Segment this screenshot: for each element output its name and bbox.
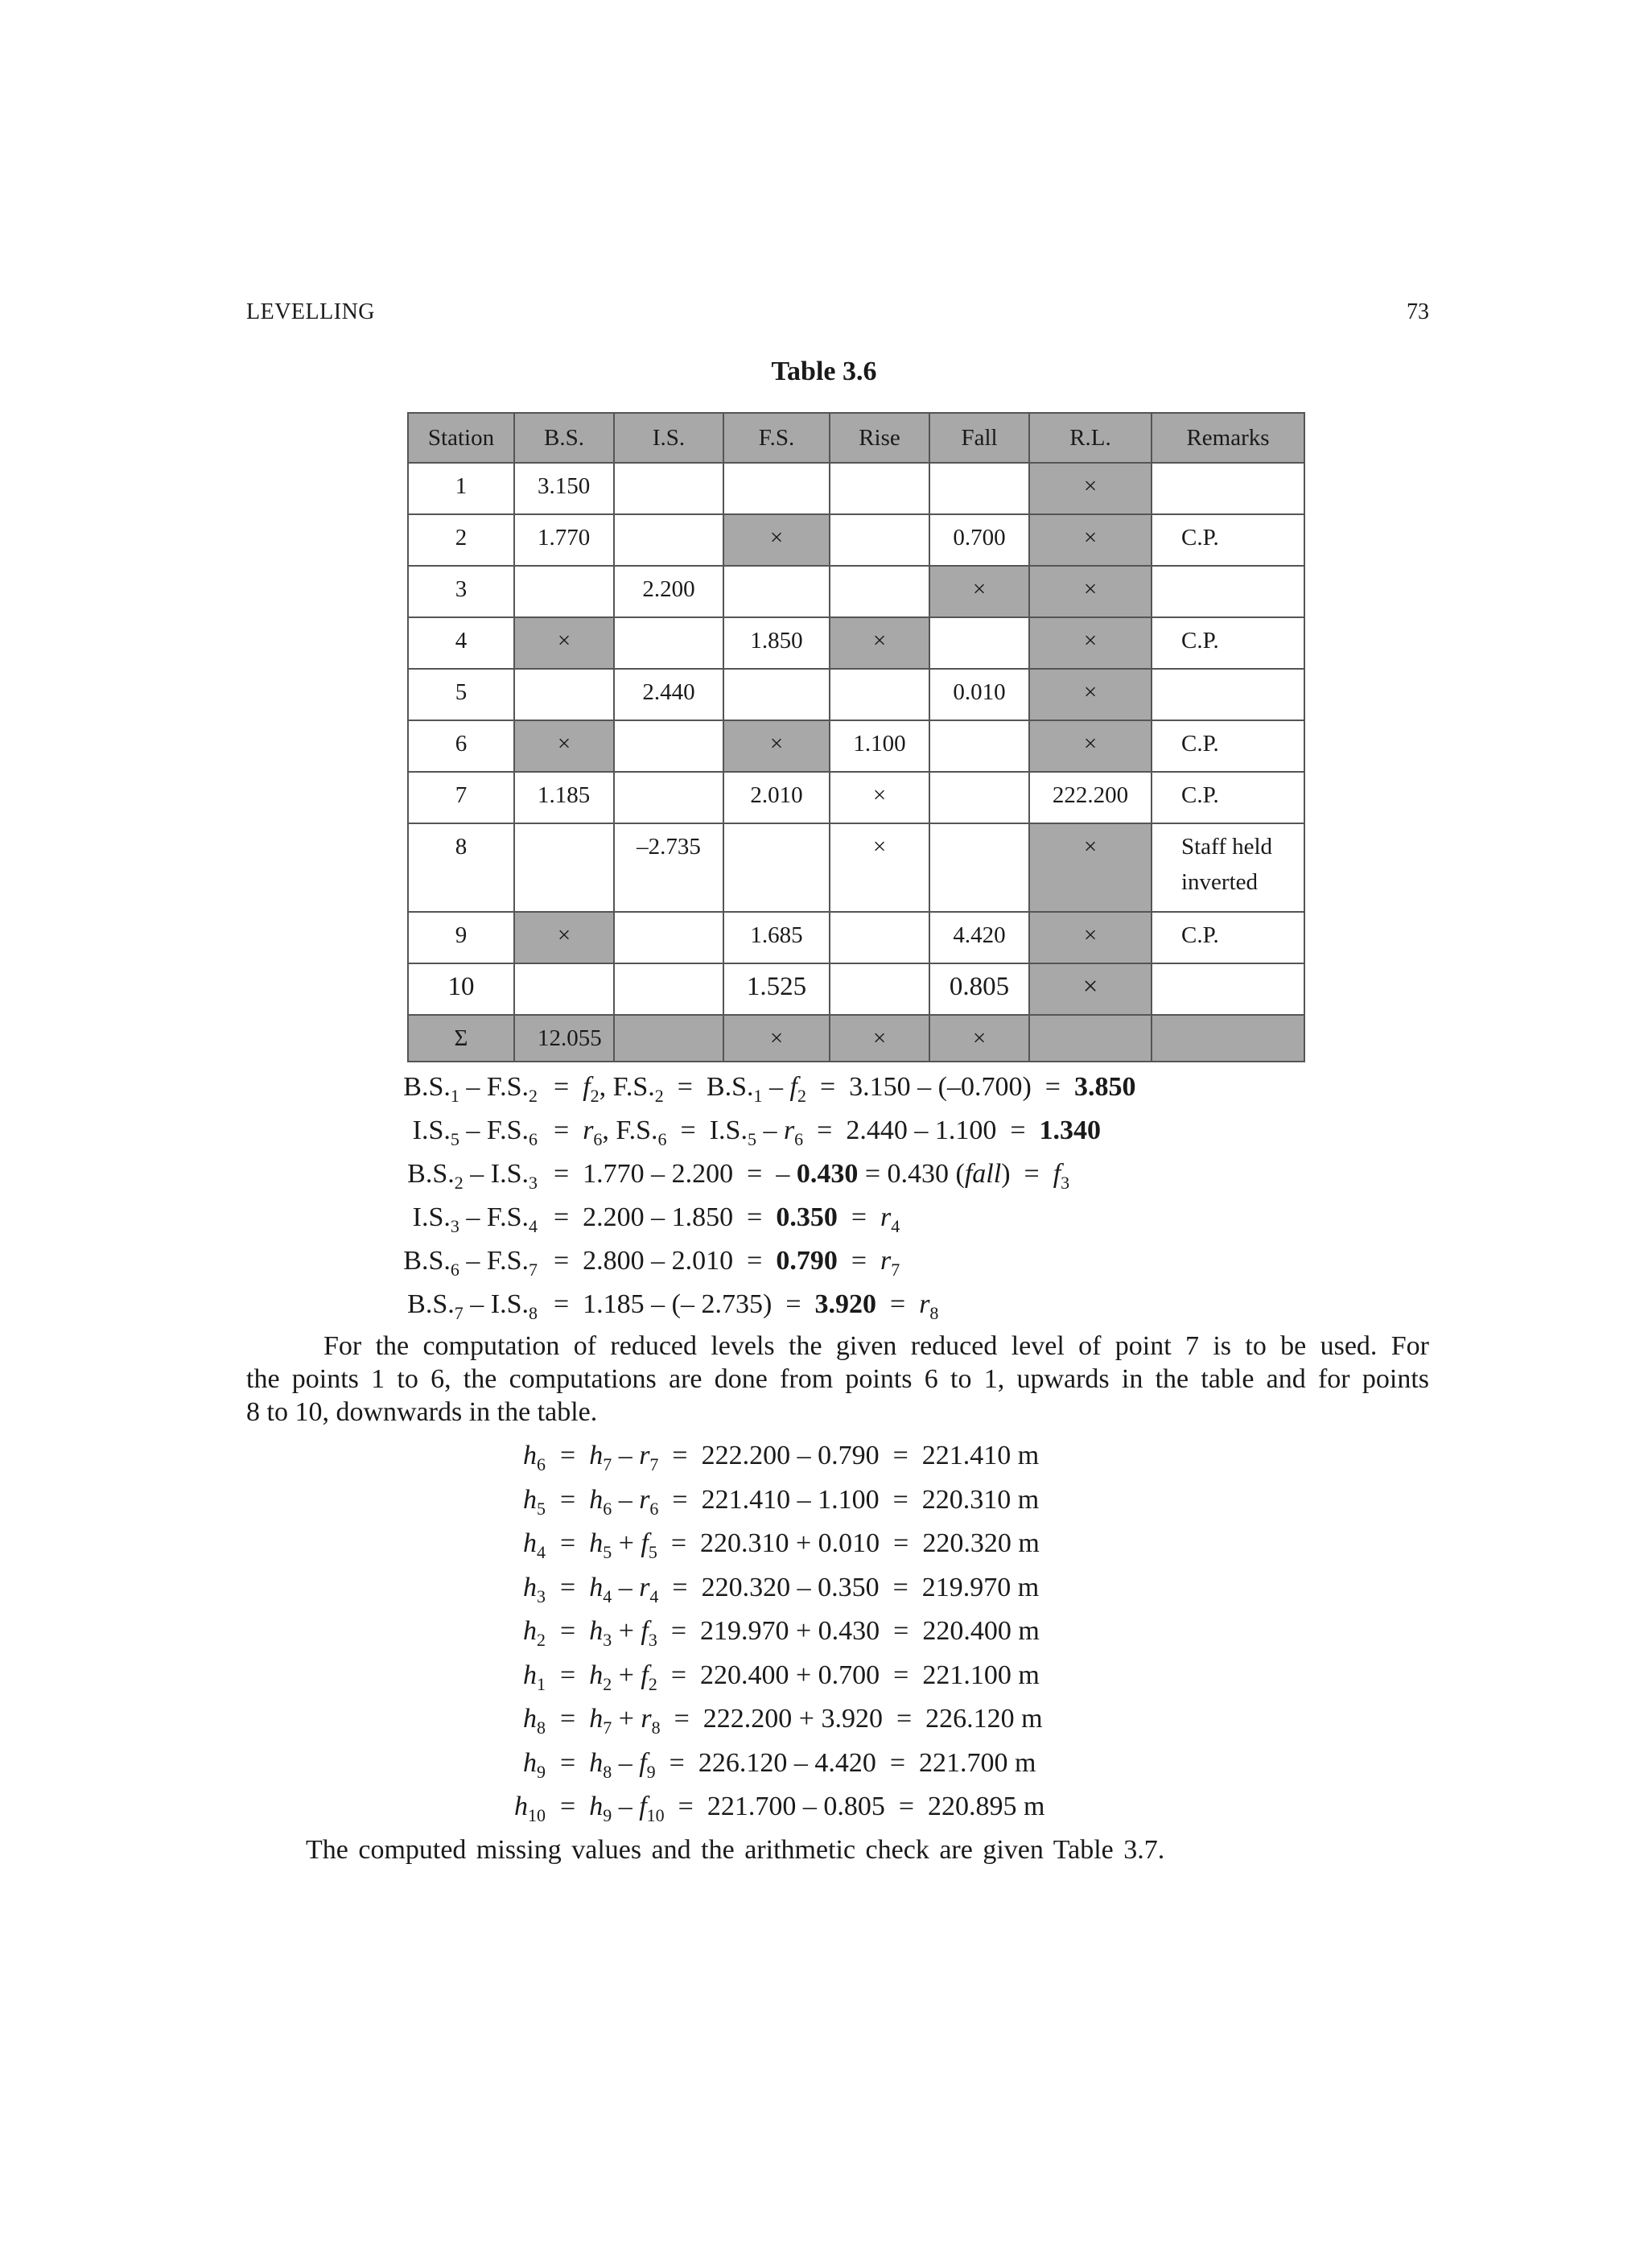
col-station: Station: [408, 413, 514, 463]
cell: ×: [1029, 669, 1152, 720]
cell: [929, 823, 1029, 912]
table-row: [408, 772, 1304, 823]
cell: ×: [1029, 720, 1152, 772]
cell: 1.100: [830, 720, 929, 772]
cell: [1152, 963, 1304, 1015]
cell: [614, 1015, 723, 1062]
cell: ×: [723, 514, 830, 566]
cell: 2.010: [723, 772, 830, 823]
equation-lhs: $B.S._6 - F.S._7$: [403, 1246, 538, 1280]
cell: [1152, 669, 1304, 720]
table-caption: Table 3.6: [771, 357, 877, 386]
reduced-level-lhs: $h_2$: [523, 1616, 546, 1650]
equation-rhs: = 1.185 – (– $2.735) = 3.920 = r_8$: [554, 1289, 939, 1323]
cell: [514, 823, 614, 912]
cell: 5: [408, 669, 514, 720]
cell: 10: [408, 963, 514, 1015]
paragraph: [246, 1330, 1429, 1429]
cell: 4.420: [929, 912, 1029, 963]
cell: [514, 566, 614, 617]
cell: [614, 617, 723, 669]
cell: [830, 963, 929, 1015]
cell: 1.185: [514, 772, 614, 823]
col-bs: B.S.: [514, 413, 614, 463]
equation-rhs: = $2.800 - 2.010 = 0.790 = r_7$: [554, 1246, 900, 1280]
cell: 1.685: [723, 912, 830, 963]
cell: ×: [514, 720, 614, 772]
cell: ×: [514, 617, 614, 669]
reduced-level-rhs: = $h_6 - r_6 = 221.410 - 1.100 = 220.310$ m: [560, 1484, 1040, 1519]
cell: ×: [830, 772, 929, 823]
reduced-level-lhs: $h_1$: [523, 1660, 546, 1694]
paragraph-line: For the computation of reduced levels the given reduced level of point 7 is to be used. For: [323, 1331, 1429, 1361]
reduced-level-lhs: $h_5$: [523, 1484, 546, 1519]
reduced-level-rhs: = $h_5 + f_5 = 220.310 + 0.010 = 220.320$ m: [560, 1528, 1040, 1562]
reduced-level-lhs: $h_6$: [523, 1441, 546, 1474]
cell: [614, 772, 723, 823]
cell: [1152, 463, 1304, 514]
reduced-level-rhs: = $h_8 - f_9 = 226.120 - 4.420 = 221.700$ m: [560, 1747, 1036, 1782]
cell: [1029, 1015, 1152, 1062]
cell: [1152, 566, 1304, 617]
cell: ×: [723, 720, 830, 772]
cell: [614, 514, 723, 566]
cell: Σ: [408, 1015, 514, 1062]
cell: ×: [929, 566, 1029, 617]
cell: [614, 720, 723, 772]
cell: ×: [723, 1015, 830, 1062]
cell: [514, 669, 614, 720]
cell: [830, 514, 929, 566]
cell: 3.150: [514, 463, 614, 514]
cell: [514, 963, 614, 1015]
cell: 0.805: [929, 963, 1029, 1015]
equation-rhs: = $f_2$, $F.S._2 = B.S._1 - f_2 = 3.150 - (-0.700) = 3.850$: [554, 1072, 1136, 1106]
equation-lhs: $B.S._2 - I.S._3$: [407, 1159, 538, 1193]
table-row: [408, 823, 1304, 912]
cell: [830, 463, 929, 514]
equation-rhs: = 1.770 – 2.200 = – 0.430 = 0.430 (fall) = $f_3$: [554, 1159, 1070, 1193]
closing-sentence: The computed missing values and the arithmetic check are given Table 3.7.: [306, 1835, 1165, 1865]
cell: –2.735: [614, 823, 723, 912]
cell: 12.055: [514, 1015, 614, 1062]
cell: [929, 720, 1029, 772]
col-rl: R.L.: [1029, 413, 1152, 463]
cell: [929, 772, 1029, 823]
cell: 0.010: [929, 669, 1029, 720]
cell: ×: [830, 1015, 929, 1062]
cell: 6: [408, 720, 514, 772]
cell: [614, 463, 723, 514]
cell: 1.525: [723, 963, 830, 1015]
table-row: [408, 463, 1304, 514]
table-row: [408, 912, 1304, 963]
page-number: 73: [1407, 299, 1429, 324]
cell: 0.700: [929, 514, 1029, 566]
col-rise: Rise: [830, 413, 929, 463]
table-row: [408, 963, 1304, 1015]
running-head-title: LEVELLING: [246, 299, 376, 324]
table-row: [408, 720, 1304, 772]
cell: C.P.: [1152, 912, 1304, 963]
cell: 1: [408, 463, 514, 514]
cell: 3: [408, 566, 514, 617]
cell: ×: [1029, 963, 1152, 1015]
cell: [830, 912, 929, 963]
cell: [723, 823, 830, 912]
cell: 1.850: [723, 617, 830, 669]
reduced-level-rhs: = $h_3 + f_3 = 219.970 + 0.430 = 220.400$ m: [560, 1616, 1040, 1650]
table-row: [408, 669, 1304, 720]
col-fs: F.S.: [723, 413, 830, 463]
paragraph-line: 8 to 10, downwards in the table.: [246, 1397, 598, 1427]
cell: 2.200: [614, 566, 723, 617]
cell: 7: [408, 772, 514, 823]
cell: [723, 669, 830, 720]
cell: C.P.: [1152, 617, 1304, 669]
reduced-level-rhs: = $h_9 - f_{10} = 221.700 - 0.805 = 220.895$ m: [560, 1792, 1045, 1825]
col-is: I.S.: [614, 413, 723, 463]
equation-lhs: $I.S._3 - F.S._4$: [412, 1202, 538, 1236]
cell: ×: [1029, 823, 1152, 912]
cell: 1.770: [514, 514, 614, 566]
cell: [614, 912, 723, 963]
levelling-table: [407, 412, 1305, 1062]
equation-rhs: = $r_6$, $F.S._6 = I.S._5 - r_6 = 2.440 - 1.100 = 1.340$: [554, 1115, 1102, 1149]
cell: ×: [830, 823, 929, 912]
cell: Staff held inverted: [1152, 823, 1304, 912]
col-fall: Fall: [929, 413, 1029, 463]
equation-rhs: = $2.200 - 1.850 = 0.350 = r_4$: [554, 1202, 900, 1236]
reduced-level-rhs: = $h_7 - r_7 = 222.200 - 0.790 = 221.410$ m: [560, 1441, 1040, 1474]
reduced-level-lhs: $h_4$: [523, 1528, 546, 1562]
cell: ×: [1029, 617, 1152, 669]
table-header-row: [408, 413, 1304, 463]
cell: C.P.: [1152, 514, 1304, 566]
reduced-level-rhs: = $h_2 + f_2 = 220.400 + 0.700 = 221.100$ m: [560, 1660, 1040, 1694]
col-remarks: Remarks: [1152, 413, 1304, 463]
cell: ×: [830, 617, 929, 669]
cell: ×: [1029, 912, 1152, 963]
cell: 2: [408, 514, 514, 566]
reduced-level-rhs: = $h_7 + r_8 = 222.200 + 3.920 = 226.120$ m: [560, 1704, 1043, 1738]
reduced-level-lhs: $h_{10}$: [514, 1792, 546, 1825]
cell: [1152, 1015, 1304, 1062]
cell: C.P.: [1152, 720, 1304, 772]
cell: ×: [929, 1015, 1029, 1062]
cell: 4: [408, 617, 514, 669]
cell: [830, 669, 929, 720]
cell: 8: [408, 823, 514, 912]
reduced-level-lhs: $h_8$: [523, 1704, 546, 1738]
cell: 9: [408, 912, 514, 963]
equation-lhs: $I.S._5 - F.S._6$: [412, 1115, 538, 1149]
cell: ×: [1029, 514, 1152, 566]
reduced-level-lhs: $h_3$: [523, 1572, 546, 1606]
equation-lhs: $B.S._7 - I.S._8$: [407, 1289, 538, 1323]
cell: 2.440: [614, 669, 723, 720]
table-sum-row: [408, 1015, 1304, 1062]
equation-lhs: $B.S._1 - F.S._2$: [403, 1072, 538, 1106]
cell: [723, 566, 830, 617]
paragraph-line: the points 1 to 6, the computations are done from points 6 to 1, upwards in the table and for points: [246, 1364, 1429, 1394]
table-row: [408, 566, 1304, 617]
cell: ×: [514, 912, 614, 963]
cell: C.P.: [1152, 772, 1304, 823]
cell: [723, 463, 830, 514]
cell: 222.200: [1029, 772, 1152, 823]
table-row: [408, 514, 1304, 566]
cell: [614, 963, 723, 1015]
table-row: [408, 617, 1304, 669]
cell: [929, 617, 1029, 669]
cell: ×: [1029, 566, 1152, 617]
reduced-level-rhs: = $h_4 - r_4 = 220.320 - 0.350 = 219.970$ m: [560, 1572, 1040, 1606]
cell: [830, 566, 929, 617]
cell: ×: [1029, 463, 1152, 514]
cell: [929, 463, 1029, 514]
reduced-level-lhs: $h_9$: [523, 1747, 546, 1782]
